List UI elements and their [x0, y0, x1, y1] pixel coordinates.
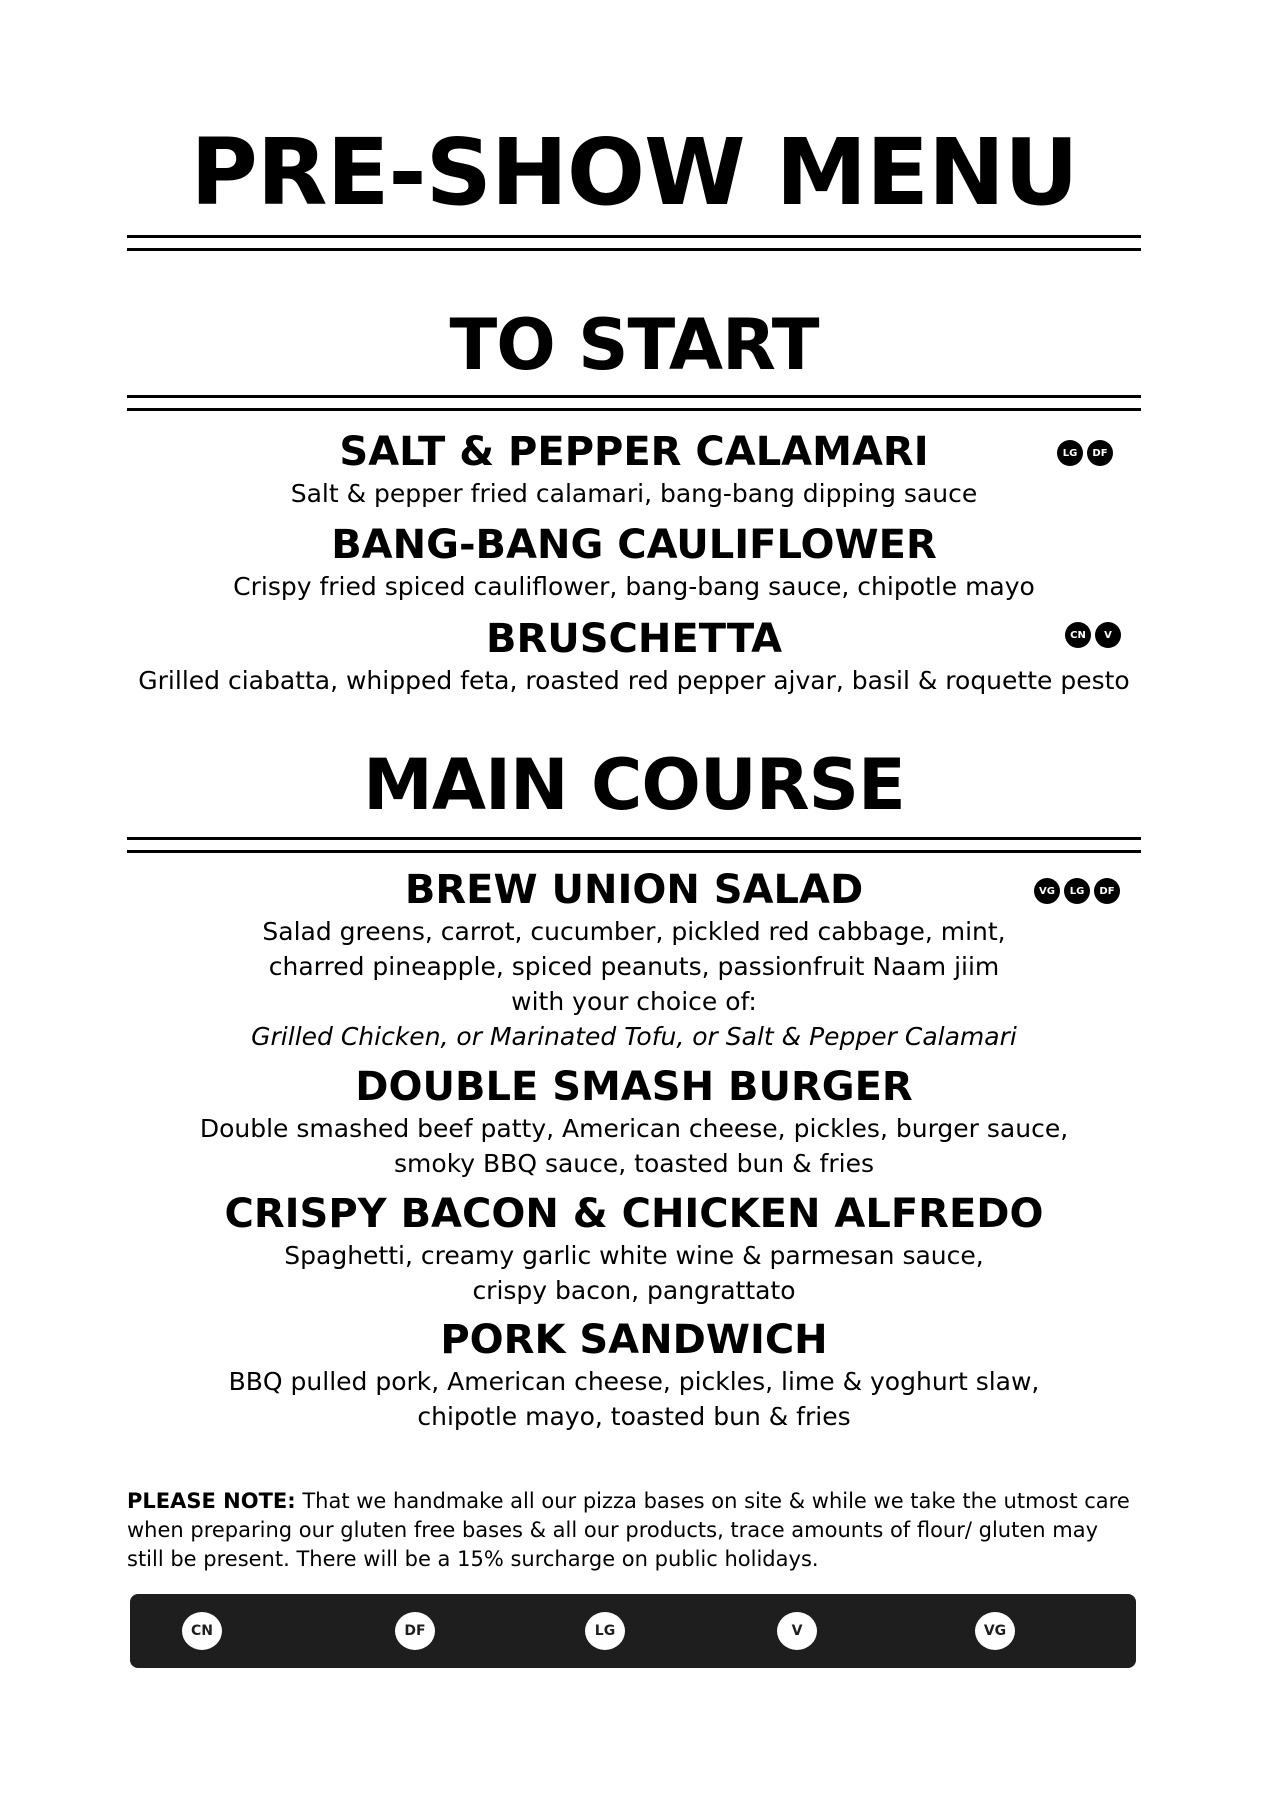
item-description: Crispy fried spiced cauliflower, bang-bang sauce, chipotle mayo	[233, 572, 1035, 601]
menu-item-salt-pepper-calamari	[127, 428, 1141, 511]
divider	[127, 395, 1141, 398]
menu-item-pork-sandwich	[127, 1316, 1141, 1434]
menu-item-crispy-bacon-chicken-alfredo	[127, 1190, 1141, 1308]
item-name: SALT & PEPPER CALAMARI	[339, 429, 929, 475]
divider	[127, 408, 1141, 411]
item-description: Salt & pepper fried calamari, bang-bang dipping sauce	[290, 479, 978, 508]
item-description: Spaghetti, creamy garlic white wine & parmesan sauce,	[284, 1241, 984, 1270]
item-description: Double smashed beef patty, American cheese, pickles, burger sauce,	[199, 1114, 1069, 1143]
v-icon: V	[1095, 622, 1121, 648]
item-name: BRUSCHETTA	[485, 616, 783, 662]
menu-item-bruschetta	[127, 615, 1141, 698]
menu-item-double-smash-burger	[127, 1063, 1141, 1181]
vg-icon: VG	[975, 1612, 1015, 1650]
dietary-badges	[1034, 878, 1120, 904]
lg-icon: LG	[585, 1612, 625, 1650]
lg-icon: LG	[1057, 440, 1083, 466]
section-title-to-start: TO START	[449, 304, 819, 386]
v-icon: V	[777, 1612, 817, 1650]
item-description: smoky BBQ sauce, toasted bun & fries	[394, 1149, 874, 1178]
item-description: crispy bacon, pangrattato	[472, 1276, 796, 1305]
df-icon: DF	[1087, 440, 1113, 466]
item-description: chipotle mayo, toasted bun & fries	[417, 1402, 851, 1431]
item-description: Salad greens, carrot, cucumber, pickled red cabbage, mint,	[262, 917, 1006, 946]
lg-icon: LG	[1064, 878, 1090, 904]
dietary-legend-bar	[130, 1594, 1136, 1668]
item-name: CRISPY BACON & CHICKEN ALFREDO	[224, 1191, 1044, 1237]
item-description: charred pineapple, spiced peanuts, passionfruit Naam jiim	[268, 952, 1000, 981]
divider	[127, 837, 1141, 840]
item-description: BBQ pulled pork, American cheese, pickles, lime & yoghurt slaw,	[228, 1367, 1040, 1396]
dietary-badges	[1057, 440, 1113, 466]
divider	[127, 850, 1141, 853]
cn-icon: CN	[1065, 622, 1091, 648]
section-title-main-course: MAIN COURSE	[363, 744, 905, 826]
item-name: BREW UNION SALAD	[404, 867, 864, 913]
note-label: PLEASE NOTE:	[127, 1489, 296, 1513]
item-description: with your choice of:	[511, 987, 757, 1016]
item-description: Grilled ciabatta, whipped feta, roasted red pepper ajvar, basil & roquette pesto	[138, 666, 1130, 695]
menu-item-brew-union-salad	[127, 866, 1141, 1054]
item-name: PORK SANDWICH	[440, 1317, 828, 1363]
divider	[127, 235, 1141, 238]
menu-title: PRE-SHOW MENU	[190, 119, 1078, 226]
vg-icon: VG	[1034, 878, 1060, 904]
item-name: DOUBLE SMASH BURGER	[355, 1064, 913, 1110]
menu-item-bang-bang-cauliflower	[127, 521, 1141, 604]
df-icon: DF	[1094, 878, 1120, 904]
cn-icon: CN	[182, 1612, 222, 1650]
please-note	[127, 1487, 1141, 1574]
dietary-badges	[1065, 622, 1121, 648]
divider	[127, 248, 1141, 251]
df-icon: DF	[395, 1612, 435, 1650]
note-text: That we handmake all our pizza bases on site & while we take the utmost care when preparing our gluten free bases & all our products, trace amounts of flour/ gluten may still be present. There will be a 15% surcharge on public holidays.	[127, 1489, 1130, 1571]
item-choices: Grilled Chicken, or Marinated Tofu, or Salt & Pepper Calamari	[251, 1022, 1017, 1051]
item-name: BANG-BANG CAULIFLOWER	[331, 522, 937, 568]
